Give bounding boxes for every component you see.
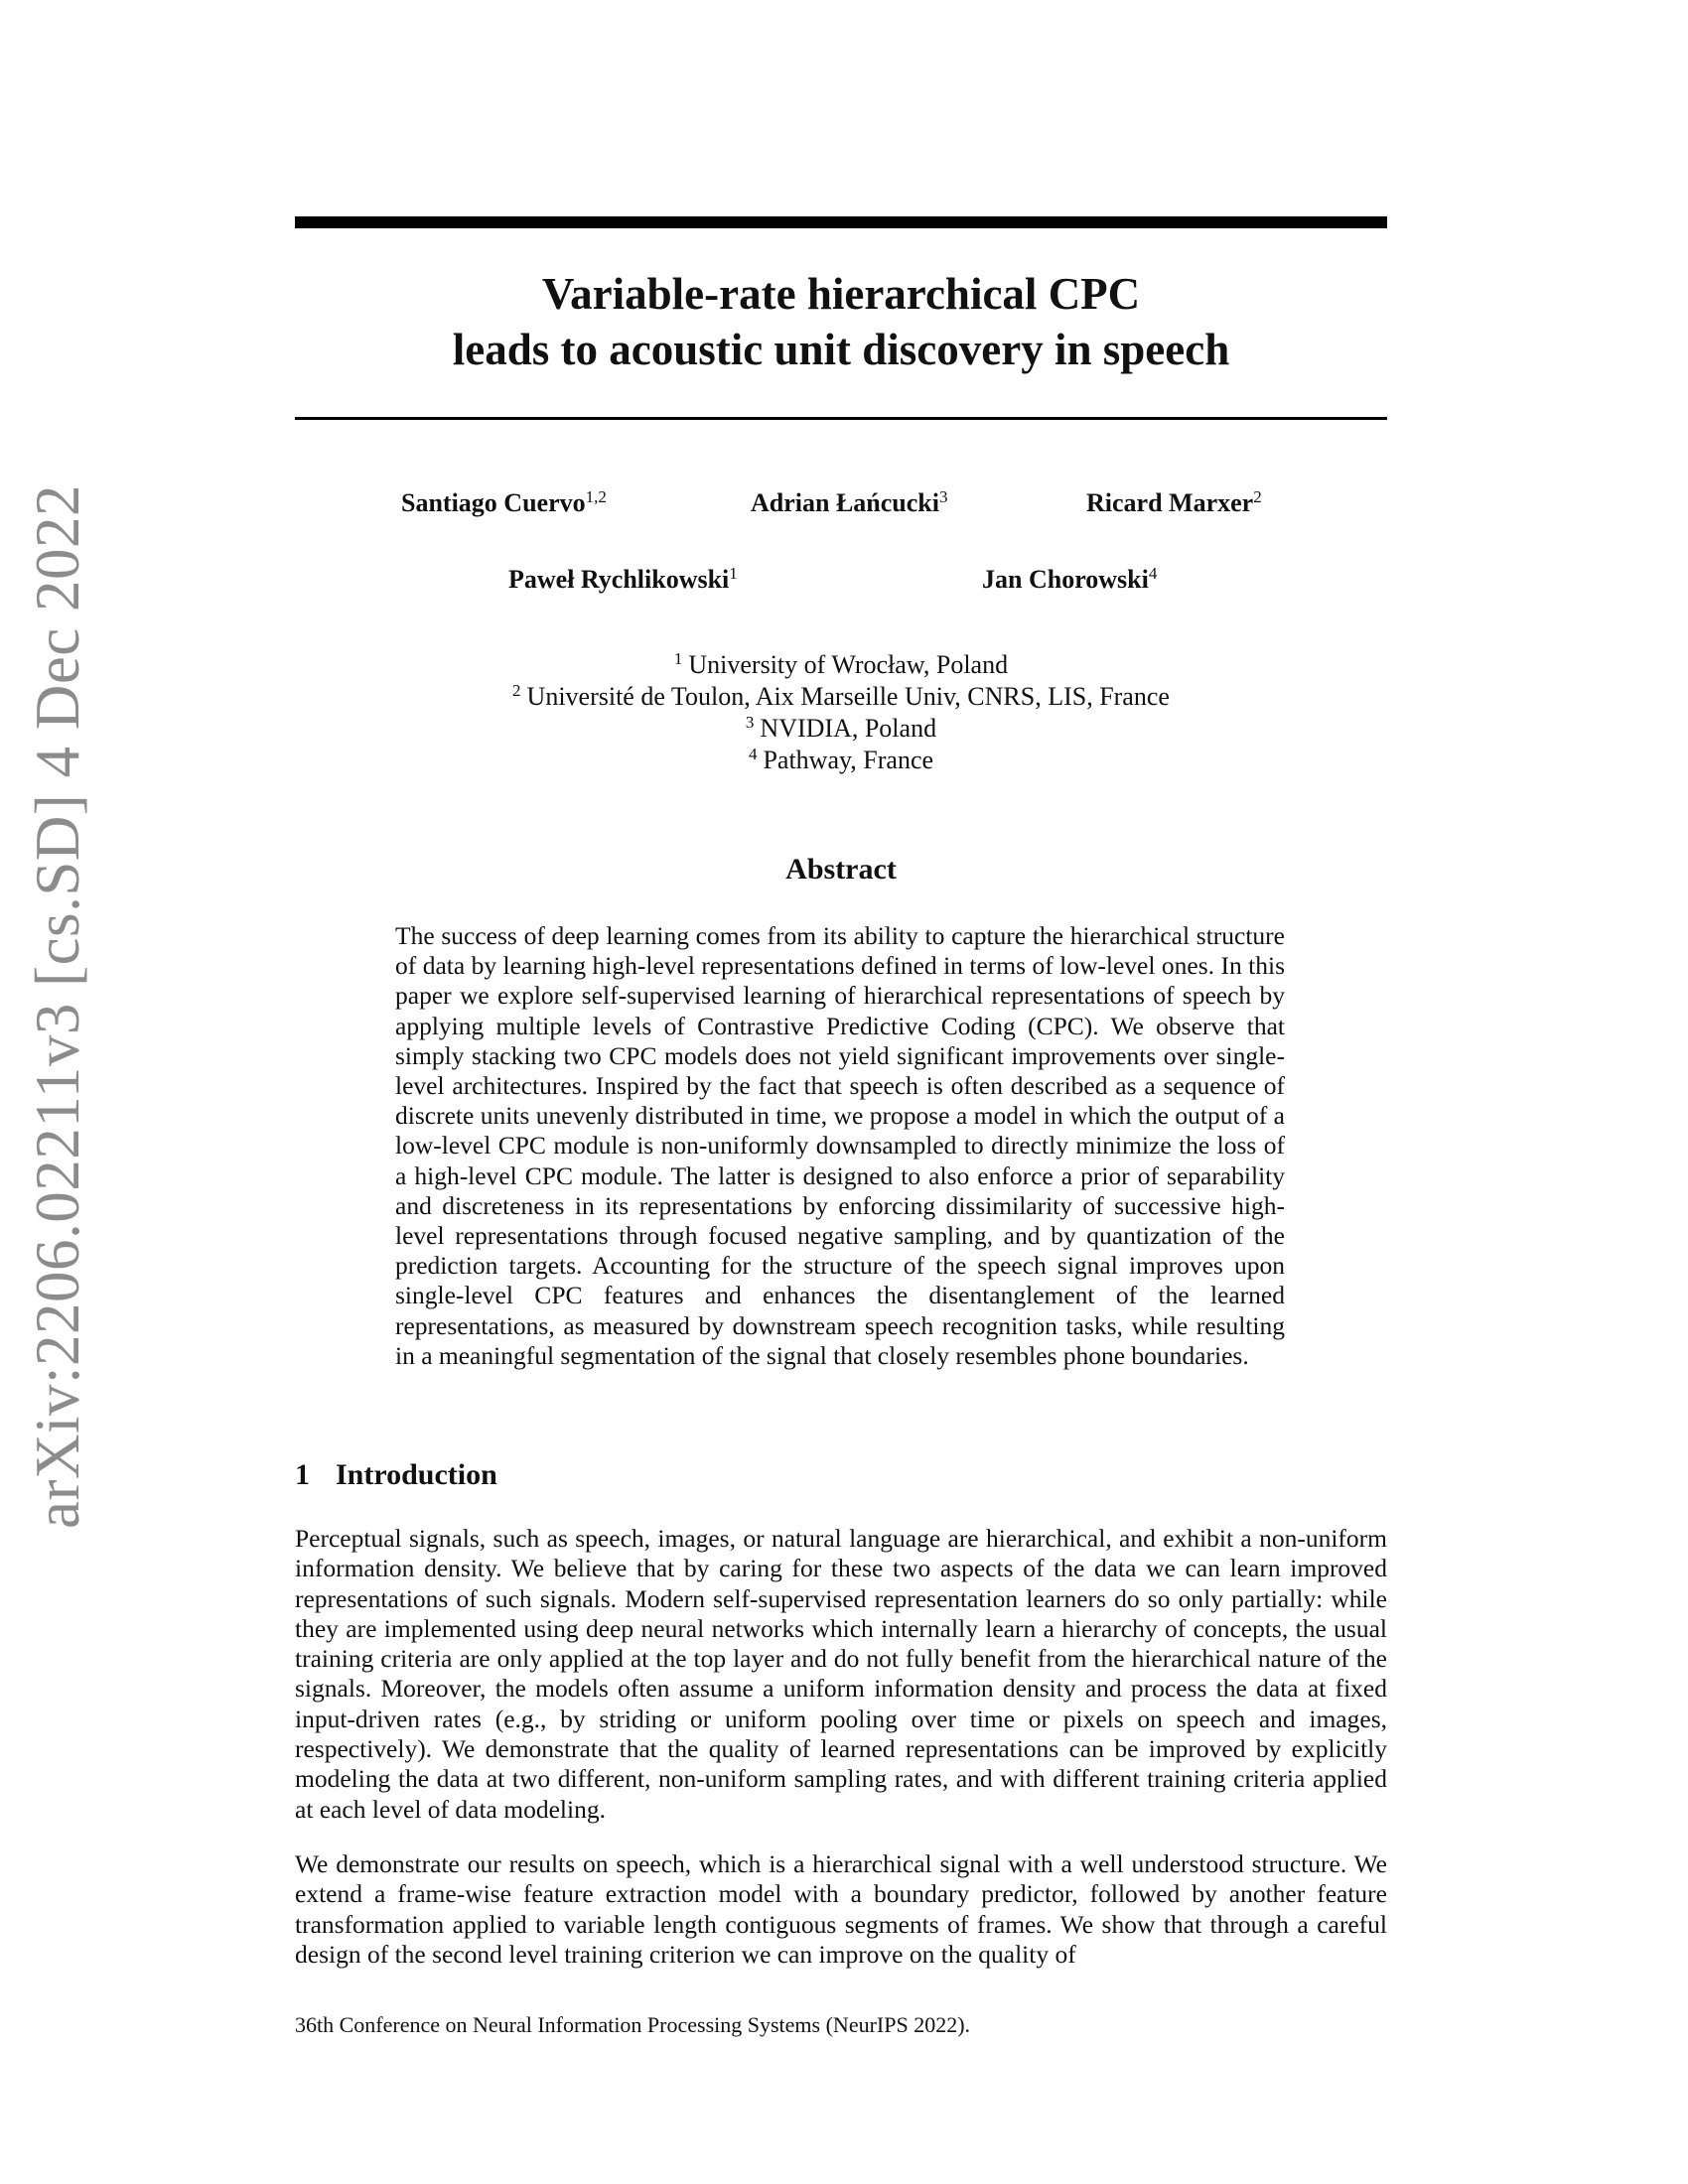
author-name: Paweł Rychlikowski [508, 565, 730, 594]
paper-title-line-1: Variable-rate hierarchical CPC [541, 269, 1141, 319]
affiliations-block [295, 649, 1387, 776]
section-heading-introduction [295, 1455, 497, 1495]
author-ricard-marxer [1086, 487, 1262, 519]
affiliation-text: Université de Toulon, Aix Marseille Univ, CNRS, LIS, France [526, 682, 1170, 711]
author-affiliation-mark: 2 [1253, 487, 1262, 506]
author-affiliation-mark: 1 [729, 564, 738, 583]
affiliation-number: 4 [748, 745, 758, 763]
intro-paragraph-2: We demonstrate our results on speech, which is a hierarchical signal with a well understood structure. We extend a frame-wise feature extraction model with a boundary predictor, followed by another feature transformation applied to variable length contiguous segments of frames. We show that through a careful design of the second level training criterion we can improve on the quality of [295, 1849, 1387, 1969]
author-jan-chorowski [982, 564, 1157, 596]
affiliation-text: NVIDIA, Poland [760, 714, 937, 743]
affiliation-number: 3 [745, 713, 755, 732]
affiliation-line [295, 745, 1387, 776]
abstract-text: The success of deep learning comes from its ability to capture the hierarchical structure of data by learning high-level representations defined in terms of low-level ones. In this paper we explore self-supervised learning of hierarchical representations of speech by applying multiple levels of Contrastive Predictive Coding (CPC). We observe that simply stacking two CPC models does not yield significant improvements over single-level architectures. Inspired by the fact that speech is often described as a sequence of discrete units unevenly distributed in time, we propose a model in which the output of a low-level CPC module is non-uniformly downsampled to directly minimize the loss of a high-level CPC module. The latter is designed to also enforce a prior of separability and discreteness in its representations by enforcing dissimilarity of successive high-level representations through focused negative sampling, and by quantization of the prediction targets. Accounting for the structure of the speech signal improves upon single-level CPC features and enhances the disentanglement of the learned representations, as measured by downstream speech recognition tasks, while resulting in a meaningful segmentation of the signal that closely resembles phone boundaries. [395, 921, 1285, 1370]
author-affiliation-mark: 3 [939, 487, 948, 506]
author-pawel-rychlikowski [508, 564, 738, 596]
author-affiliation-mark: 1,2 [585, 487, 607, 506]
arxiv-identifier-stamp: arXiv:2206.02211v3 [cs.SD] 4 Dec 2022 [23, 483, 92, 1529]
affiliation-line [295, 713, 1387, 745]
author-affiliation-mark: 4 [1148, 564, 1158, 583]
affiliation-line [295, 649, 1387, 681]
title-top-rule [295, 216, 1387, 228]
intro-paragraph-1: Perceptual signals, such as speech, images, or natural language are hierarchical, and exhibit a non-uniform information density. We believe that by caring for these two aspects of the data we can learn improved representations of such signals. Modern self-supervised representation learners do so only partially: while they are implemented using deep neural networks which internally learn a hierarchy of concepts, the usual training criteria are only applied at the top layer and do not fully benefit from the hierarchical nature of the signals. Moreover, the models often assume a uniform information density and process the data at fixed input-driven rates (e.g., by striding or uniform pooling over time or pixels on speech and images, respectively). We demonstrate that the quality of learned representations can be improved by explicitly modeling the data at two different, non-uniform sampling rates, and with different training criteria applied at each level of data modeling. [295, 1524, 1387, 1824]
author-santiago-cuervo [401, 487, 607, 519]
abstract-heading: Abstract [785, 853, 897, 886]
section-title: Introduction [336, 1458, 497, 1491]
section-number: 1 [295, 1458, 310, 1491]
affiliation-number: 1 [673, 649, 683, 668]
author-name: Ricard Marxer [1086, 488, 1254, 517]
paper-title-line-2: leads to acoustic unit discovery in speech [452, 325, 1230, 374]
author-name: Santiago Cuervo [401, 488, 586, 517]
title-bottom-rule [295, 417, 1387, 420]
author-adrian-lancucki [751, 487, 948, 519]
conference-footnote: 36th Conference on Neural Information Processing Systems (NeurIPS 2022). [295, 2012, 971, 2037]
affiliation-number: 2 [512, 681, 521, 700]
author-name: Adrian Łańcucki [751, 488, 939, 517]
author-name: Jan Chorowski [982, 565, 1149, 594]
affiliation-text: Pathway, France [763, 746, 934, 774]
affiliation-text: University of Wrocław, Poland [688, 650, 1009, 679]
paper-title [295, 266, 1387, 377]
affiliation-line [295, 681, 1387, 713]
